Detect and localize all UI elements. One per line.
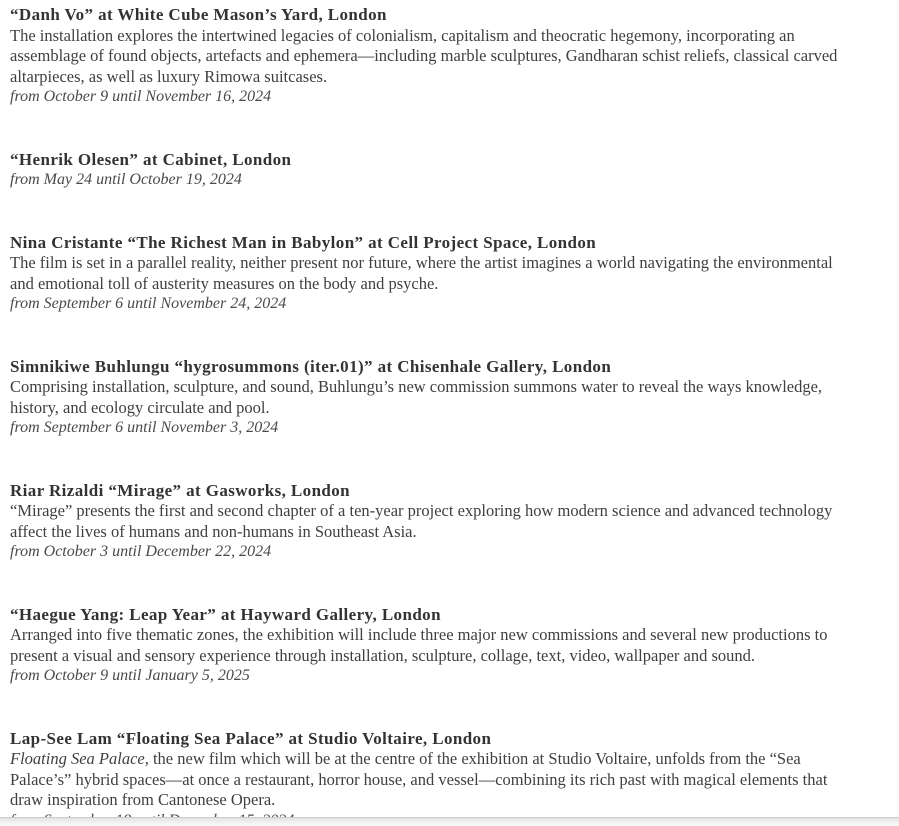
exhibition-dates: from October 9 until November 16, 2024 [10, 88, 272, 105]
exhibition-title: “Haegue Yang: Leap Year” at Hayward Gallery, London [10, 604, 441, 624]
exhibition-listing [10, 150, 858, 191]
exhibition-title: “Danh Vo” at White Cube Mason’s Yard, London [10, 5, 387, 24]
exhibition-title: Lap-See Lam “Floating Sea Palace” at Studio Voltaire, London [10, 728, 492, 748]
exhibition-listing [10, 5, 858, 108]
exhibition-dates: from October 9 until January 5, 2025 [10, 667, 250, 684]
exhibition-description-body: the new film which will be at the centre of the exhibition at Studio Voltaire, unfolds from the “Sea Palace’s” hybrid spaces—at once a restaurant, horror house, and vessel—combining its rich past with magical elements that draw inspiration from Cantonese Opera. [10, 749, 828, 809]
exhibition-listing [10, 233, 858, 315]
exhibition-title: Nina Cristante “The Richest Man in Babylon” at Cell Project Space, London [10, 232, 597, 252]
exhibition-title: “Henrik Olesen” at Cabinet, London [10, 149, 292, 169]
exhibition-dates: from September 6 until November 24, 2024 [10, 295, 287, 312]
exhibition-description: “Mirage” presents the first and second chapter of a ten-year project exploring how modern science and advanced technology affect the lives of humans and non-humans in Southeast Asia. [10, 501, 833, 541]
exhibition-listing [10, 605, 858, 687]
exhibition-title: Riar Rizaldi “Mirage” at Gasworks, London [10, 480, 351, 500]
page-bottom-bar [0, 817, 899, 826]
exhibition-title: Simnikiwe Buhlungu “hygrosummons (iter.01)” at Chisenhale Gallery, London [10, 356, 612, 376]
exhibition-description: The installation explores the intertwined legacies of colonialism, capitalism and theocratic hegemony, incorporating an assemblage of found objects, artefacts and ephemera—including marble sculptures, Gandharan schist reliefs, classical carved altarpieces, as well as luxury Rimowa suitcases. [10, 25, 838, 86]
exhibition-description: Arranged into five thematic zones, the exhibition will include three major new commissions and several new productions to present a visual and sensory experience through installation, sculpture, collage, text, video, wallpaper and sound. [10, 625, 828, 665]
exhibition-dates: from October 3 until December 22, 2024 [10, 543, 272, 560]
exhibition-dates: from September 6 until November 3, 2024 [10, 419, 279, 436]
exhibition-description-italic-lead: Floating Sea Palace, [10, 749, 149, 768]
exhibition-description: The film is set in a parallel reality, neither present nor future, where the artist imagines a world navigating the environmental and emotional toll of austerity measures on the body and psyche. [10, 253, 833, 293]
exhibition-dates: from May 24 until October 19, 2024 [10, 171, 242, 188]
exhibition-description: Comprising installation, sculpture, and sound, Buhlungu’s new commission summons water to reveal the ways knowledge, history, and ecology circulate and pool. [10, 377, 823, 417]
exhibition-listing [10, 481, 858, 563]
exhibition-description [10, 749, 858, 811]
exhibition-listing [10, 729, 858, 826]
exhibition-listing [10, 357, 858, 439]
